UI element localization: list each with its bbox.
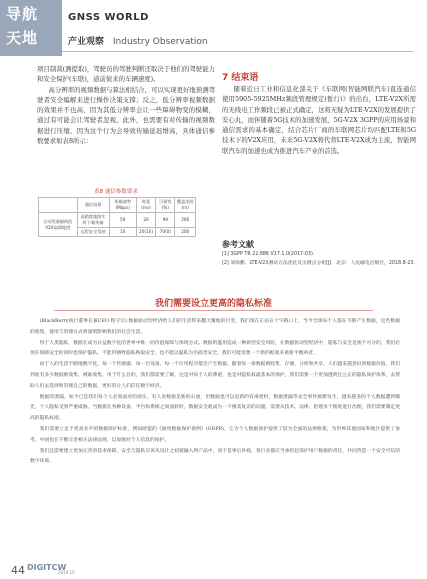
references-title: 参考文献 <box>222 240 254 249</box>
article-paragraph: 数据的泄漏，如今已是我们每个人必须面对的现实，有人说数据是新的石油，但数据也可以是新的有毒废料，数据泄漏等安全事件频繁发生，越来越多的个人数据遭到曝光，个人隐私受到严重威胁。当数据在各种设备、平台和系统之间流转时，数据安全就成为一个极其复杂的问题，需要从技术、法律、伦理多个维度进行治理，我们需要制定更高的隐私标准。 <box>30 394 400 422</box>
header-divider <box>62 51 413 52</box>
magazine-name: DIGITCW <box>27 563 67 572</box>
article-body <box>30 317 400 468</box>
reference-item: [2] 刘海鹏．LTE-V2X测试方法优化及关键点分析[J]．北京：人民邮电出版社，2018.8-23. <box>222 261 415 266</box>
left-column <box>37 64 215 146</box>
table-header-row <box>39 198 196 213</box>
left-paragraph-2: 高分辨率的视频数据与算法相结合，可以实现更好地预测驾驶者安全编解来进行操作决策支撑；反之，低分辨率视频数据的效果并不也高，因为其低分辨率会让一些障碍物变的模糊，通过有可能会让驾驶者忽视。此外，也需要有对传输的视频数据进行压缩，因为这个行为会导致传输延迟增高，具体通信参数要求如表8所示： <box>37 85 215 146</box>
table-header-cell <box>39 198 78 213</box>
header-logo-block <box>0 0 62 56</box>
page-number: 44 <box>11 564 25 577</box>
table-cell: 自动驾驶辅助的V2X高精地图 <box>39 213 78 237</box>
right-paragraph-1: 随着近日工业和信息化部关于《车联网(智能网联汽车)直连通信使用5905-5925MHz频段管理规定(暂行)》的出台，LTE-V2X所需的无线电工作频段已被正式确定，这将无疑为LTE-V2X的发展提供了安心丸，而伴随着5G技术的加速发展，5G-V2X 3GPP的应用场景和通信需求的基本确定，结合芯片厂商的车联网芯片均匹配LTE和5G技术下的V2X应用，未来5G-V2X将代替LTE-V2X成为主流，智能网联汽车的加速也成为推进汽车产业的首选。 <box>222 85 416 155</box>
left-paragraph-1: 项目制裁(测提取)，驾驶员的驾驶判断还取决于他们的驾驶能力和安全保护(车联)，道前彼来的车辆速度)。 <box>37 65 215 84</box>
table-header-cell: 通信场景 <box>77 198 109 213</box>
table-cell: 200 <box>175 213 196 228</box>
table-cell: 200 <box>175 228 196 237</box>
comm-params-table <box>38 197 196 237</box>
article-title: 我们需要设立更高的隐私标准 <box>154 299 272 309</box>
article-paragraph: 我们需要立足于更高水平的数据保护标准，例如欧盟的《通用数据保护条例》(GDPR)，它为个人数据保护提供了较为全面的法律框架，为世界其他国家和地区提供了参考，中国也在不断完善相关法律法规，以加强对个人信息的保护。 <box>30 426 400 443</box>
section-title: 7 结束语 <box>222 73 259 83</box>
table-cell: 10 <box>109 228 136 237</box>
table-header-cell: 时延(ms) <box>136 198 155 213</box>
references-list <box>222 251 416 269</box>
right-column <box>222 84 416 156</box>
table-cell: 99 <box>156 213 175 228</box>
title-rule <box>54 310 373 311</box>
header-title: GNSS WORLD <box>68 12 149 23</box>
table-cell: 高精度地图实时下载传输 <box>77 213 109 228</box>
table-cell: 20 <box>136 213 155 228</box>
header-section-en: Industry Observation <box>112 37 208 47</box>
table-cell: 70(0) <box>156 228 175 237</box>
header-section-cn: 产业观察 <box>68 37 105 47</box>
header-cn-line1: 导航 <box>6 5 39 23</box>
table-row <box>39 213 196 228</box>
header-subtitle <box>68 34 208 47</box>
table-caption: 表8 通信参数要求 <box>94 189 138 195</box>
table-header-cell: 覆盖范围(m) <box>175 198 196 213</box>
article-paragraph: 得于人类隐私，数据在成为日益数字化的世界中唯一的价值保障与体现方式。数据的滥用造成一种新型安全风险，在数据驱动型经济中，隐私与安全是密不可分的，我们必须在保障安全的同时也保护隐私，不能用牺牲隐私换取安全，也不能以隐私为名损害安全，我们可能需要一个新的框架来重新平衡两者。 <box>30 340 400 357</box>
article-paragraph: 我们还需要建立更加完善的技术保障，安全与隐私应该从设计之初就融入到产品中，而不是事后补救，各行业都应当承担起保护用户数据的责任，共同营造一个安全可信的数字环境。 <box>30 448 400 465</box>
table-cell: 20(10) <box>136 228 155 237</box>
article-paragraph: 由于人的生活不断地数字化，每一个传感器、每一台设备、每一个应用程序都会产生数据，随着每一条数据被收集、存储、分析和共享，人们越来越意识到数据价值，我们到底有多少数据被收集、被谁收集、用于什么目的，我们都需要了解，这是对每个人的尊重，也是对隐私权最基本的保护，我们需要一个更加透明且公正的隐私保护体系，去帮助人们去选择和管理自己的数据，更好的让人们信任数字经济。 <box>30 362 400 389</box>
header-cn-line2: 天地 <box>6 29 39 47</box>
article-paragraph: (BlackBerry执行董事长兼CEO 程守宗) 数据驱动型经济给人们的生活带来翻天覆地的巨变，我们现在正站在十字路口上，当今全球每个人都在不断产生数据，这些数据的收集、使用与管理方式将深刻影响我们的社会生活。 <box>30 319 400 335</box>
reference-item: [1] 3GPP TR 22.886 V17.1.0(2017-03). <box>222 252 315 257</box>
table-header-cell: 传输速率(Mbps) <box>109 198 136 213</box>
table-cell: 远程安全驾驶 <box>77 228 109 237</box>
table-header-cell: 可靠性(%) <box>156 198 175 213</box>
table-cell: 50 <box>109 213 136 228</box>
issue-date: 2019.10 <box>58 570 75 575</box>
